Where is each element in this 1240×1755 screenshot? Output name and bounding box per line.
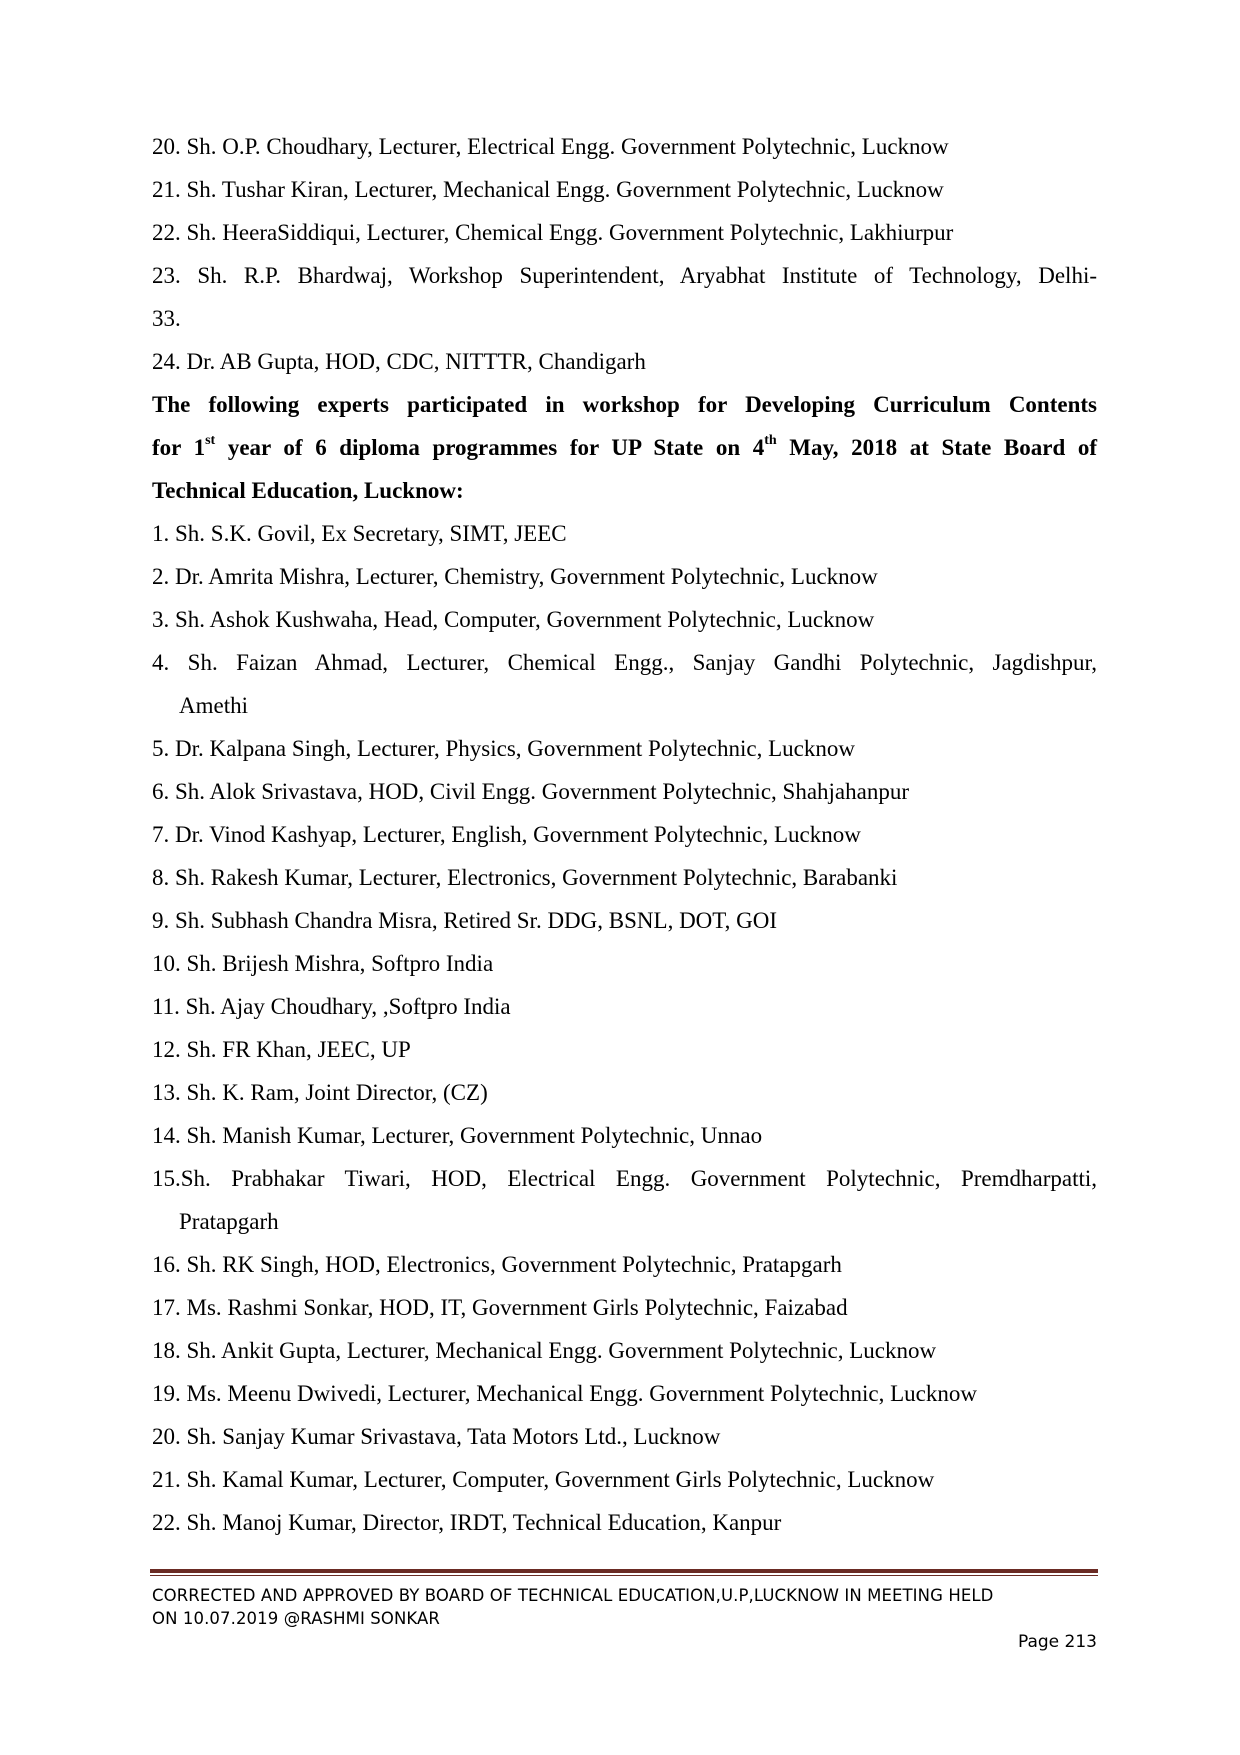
list-item: 20. Sh. Sanjay Kumar Srivastava, Tata Motors Ltd., Lucknow bbox=[152, 1424, 721, 1449]
footer-line: ON 10.07.2019 @RASHMI SONKAR bbox=[152, 1609, 440, 1628]
footer-line: CORRECTED AND APPROVED BY BOARD OF TECHNICAL EDUCATION,U.P,LUCKNOW IN MEETING HELD bbox=[152, 1586, 994, 1605]
list-item: 23. Sh. R.P. Bhardwaj, Workshop Superintendent, Aryabhat Institute of Technology, Delhi- bbox=[152, 263, 1097, 288]
list-item: 21. Sh. Tushar Kiran, Lecturer, Mechanical Engg. Government Polytechnic, Lucknow bbox=[152, 177, 944, 202]
list-item: 2. Dr. Amrita Mishra, Lecturer, Chemistry, Government Polytechnic, Lucknow bbox=[152, 564, 878, 589]
list-item: 4. Sh. Faizan Ahmad, Lecturer, Chemical Engg., Sanjay Gandhi Polytechnic, Jagdishpur, bbox=[152, 650, 1097, 675]
list-item: 8. Sh. Rakesh Kumar, Lecturer, Electronics, Government Polytechnic, Barabanki bbox=[152, 865, 898, 890]
footer-note bbox=[152, 1584, 1097, 1630]
list-item: 21. Sh. Kamal Kumar, Lecturer, Computer, Government Girls Polytechnic, Lucknow bbox=[152, 1467, 935, 1492]
list-item-continuation: 33. bbox=[152, 306, 181, 331]
page-content bbox=[152, 125, 1097, 1544]
list-item: 22. Sh. Manoj Kumar, Director, IRDT, Technical Education, Kanpur bbox=[152, 1510, 782, 1535]
list-item: 18. Sh. Ankit Gupta, Lecturer, Mechanical Engg. Government Polytechnic, Lucknow bbox=[152, 1338, 937, 1363]
list-item: 13. Sh. K. Ram, Joint Director, (CZ) bbox=[152, 1080, 488, 1105]
list-item: 14. Sh. Manish Kumar, Lecturer, Government Polytechnic, Unnao bbox=[152, 1123, 763, 1148]
list-item: 11. Sh. Ajay Choudhary, ,Softpro India bbox=[152, 994, 511, 1019]
list-item: 12. Sh. FR Khan, JEEC, UP bbox=[152, 1037, 411, 1062]
list-item: 24. Dr. AB Gupta, HOD, CDC, NITTTR, Chandigarh bbox=[152, 349, 646, 374]
list-item: 22. Sh. HeeraSiddiqui, Lecturer, Chemical Engg. Government Polytechnic, Lakhiurpur bbox=[152, 220, 954, 245]
list-item: 19. Ms. Meenu Dwivedi, Lecturer, Mechanical Engg. Government Polytechnic, Lucknow bbox=[152, 1381, 977, 1406]
footer-divider bbox=[150, 1569, 1098, 1573]
footer-divider-thin bbox=[150, 1575, 1098, 1576]
list-item: 20. Sh. O.P. Choudhary, Lecturer, Electrical Engg. Government Polytechnic, Lucknow bbox=[152, 134, 949, 159]
list-item: 6. Sh. Alok Srivastava, HOD, Civil Engg. Government Polytechnic, Shahjahanpur bbox=[152, 779, 909, 804]
heading-line: for 1st year of 6 diploma programmes for UP State on 4th May, 2018 at State Board of bbox=[152, 433, 1098, 460]
list-item-continuation: Amethi bbox=[179, 693, 248, 718]
heading-line: Technical Education, Lucknow: bbox=[152, 478, 464, 503]
list-item: 5. Dr. Kalpana Singh, Lecturer, Physics, Government Polytechnic, Lucknow bbox=[152, 736, 855, 761]
section-heading bbox=[152, 383, 1097, 512]
list-item: 3. Sh. Ashok Kushwaha, Head, Computer, Government Polytechnic, Lucknow bbox=[152, 607, 875, 632]
list-item: 10. Sh. Brijesh Mishra, Softpro India bbox=[152, 951, 494, 976]
list-item: 1. Sh. S.K. Govil, Ex Secretary, SIMT, JEEC bbox=[152, 521, 567, 546]
list-item: 7. Dr. Vinod Kashyap, Lecturer, English, Government Polytechnic, Lucknow bbox=[152, 822, 861, 847]
list-item: 16. Sh. RK Singh, HOD, Electronics, Government Polytechnic, Pratapgarh bbox=[152, 1252, 842, 1277]
ordinal-superscript: th bbox=[764, 433, 777, 449]
list-item: 17. Ms. Rashmi Sonkar, HOD, IT, Government Girls Polytechnic, Faizabad bbox=[152, 1295, 848, 1320]
heading-line: The following experts participated in workshop for Developing Curriculum Contents bbox=[152, 392, 1097, 417]
page-number: Page 213 bbox=[1017, 1632, 1097, 1652]
ordinal-superscript: st bbox=[205, 433, 216, 449]
list-item: 9. Sh. Subhash Chandra Misra, Retired Sr. DDG, BSNL, DOT, GOI bbox=[152, 908, 778, 933]
list-item: 15.Sh. Prabhakar Tiwari, HOD, Electrical Engg. Government Polytechnic, Premdharpatti, bbox=[152, 1166, 1097, 1191]
list-item-continuation: Pratapgarh bbox=[179, 1209, 279, 1234]
